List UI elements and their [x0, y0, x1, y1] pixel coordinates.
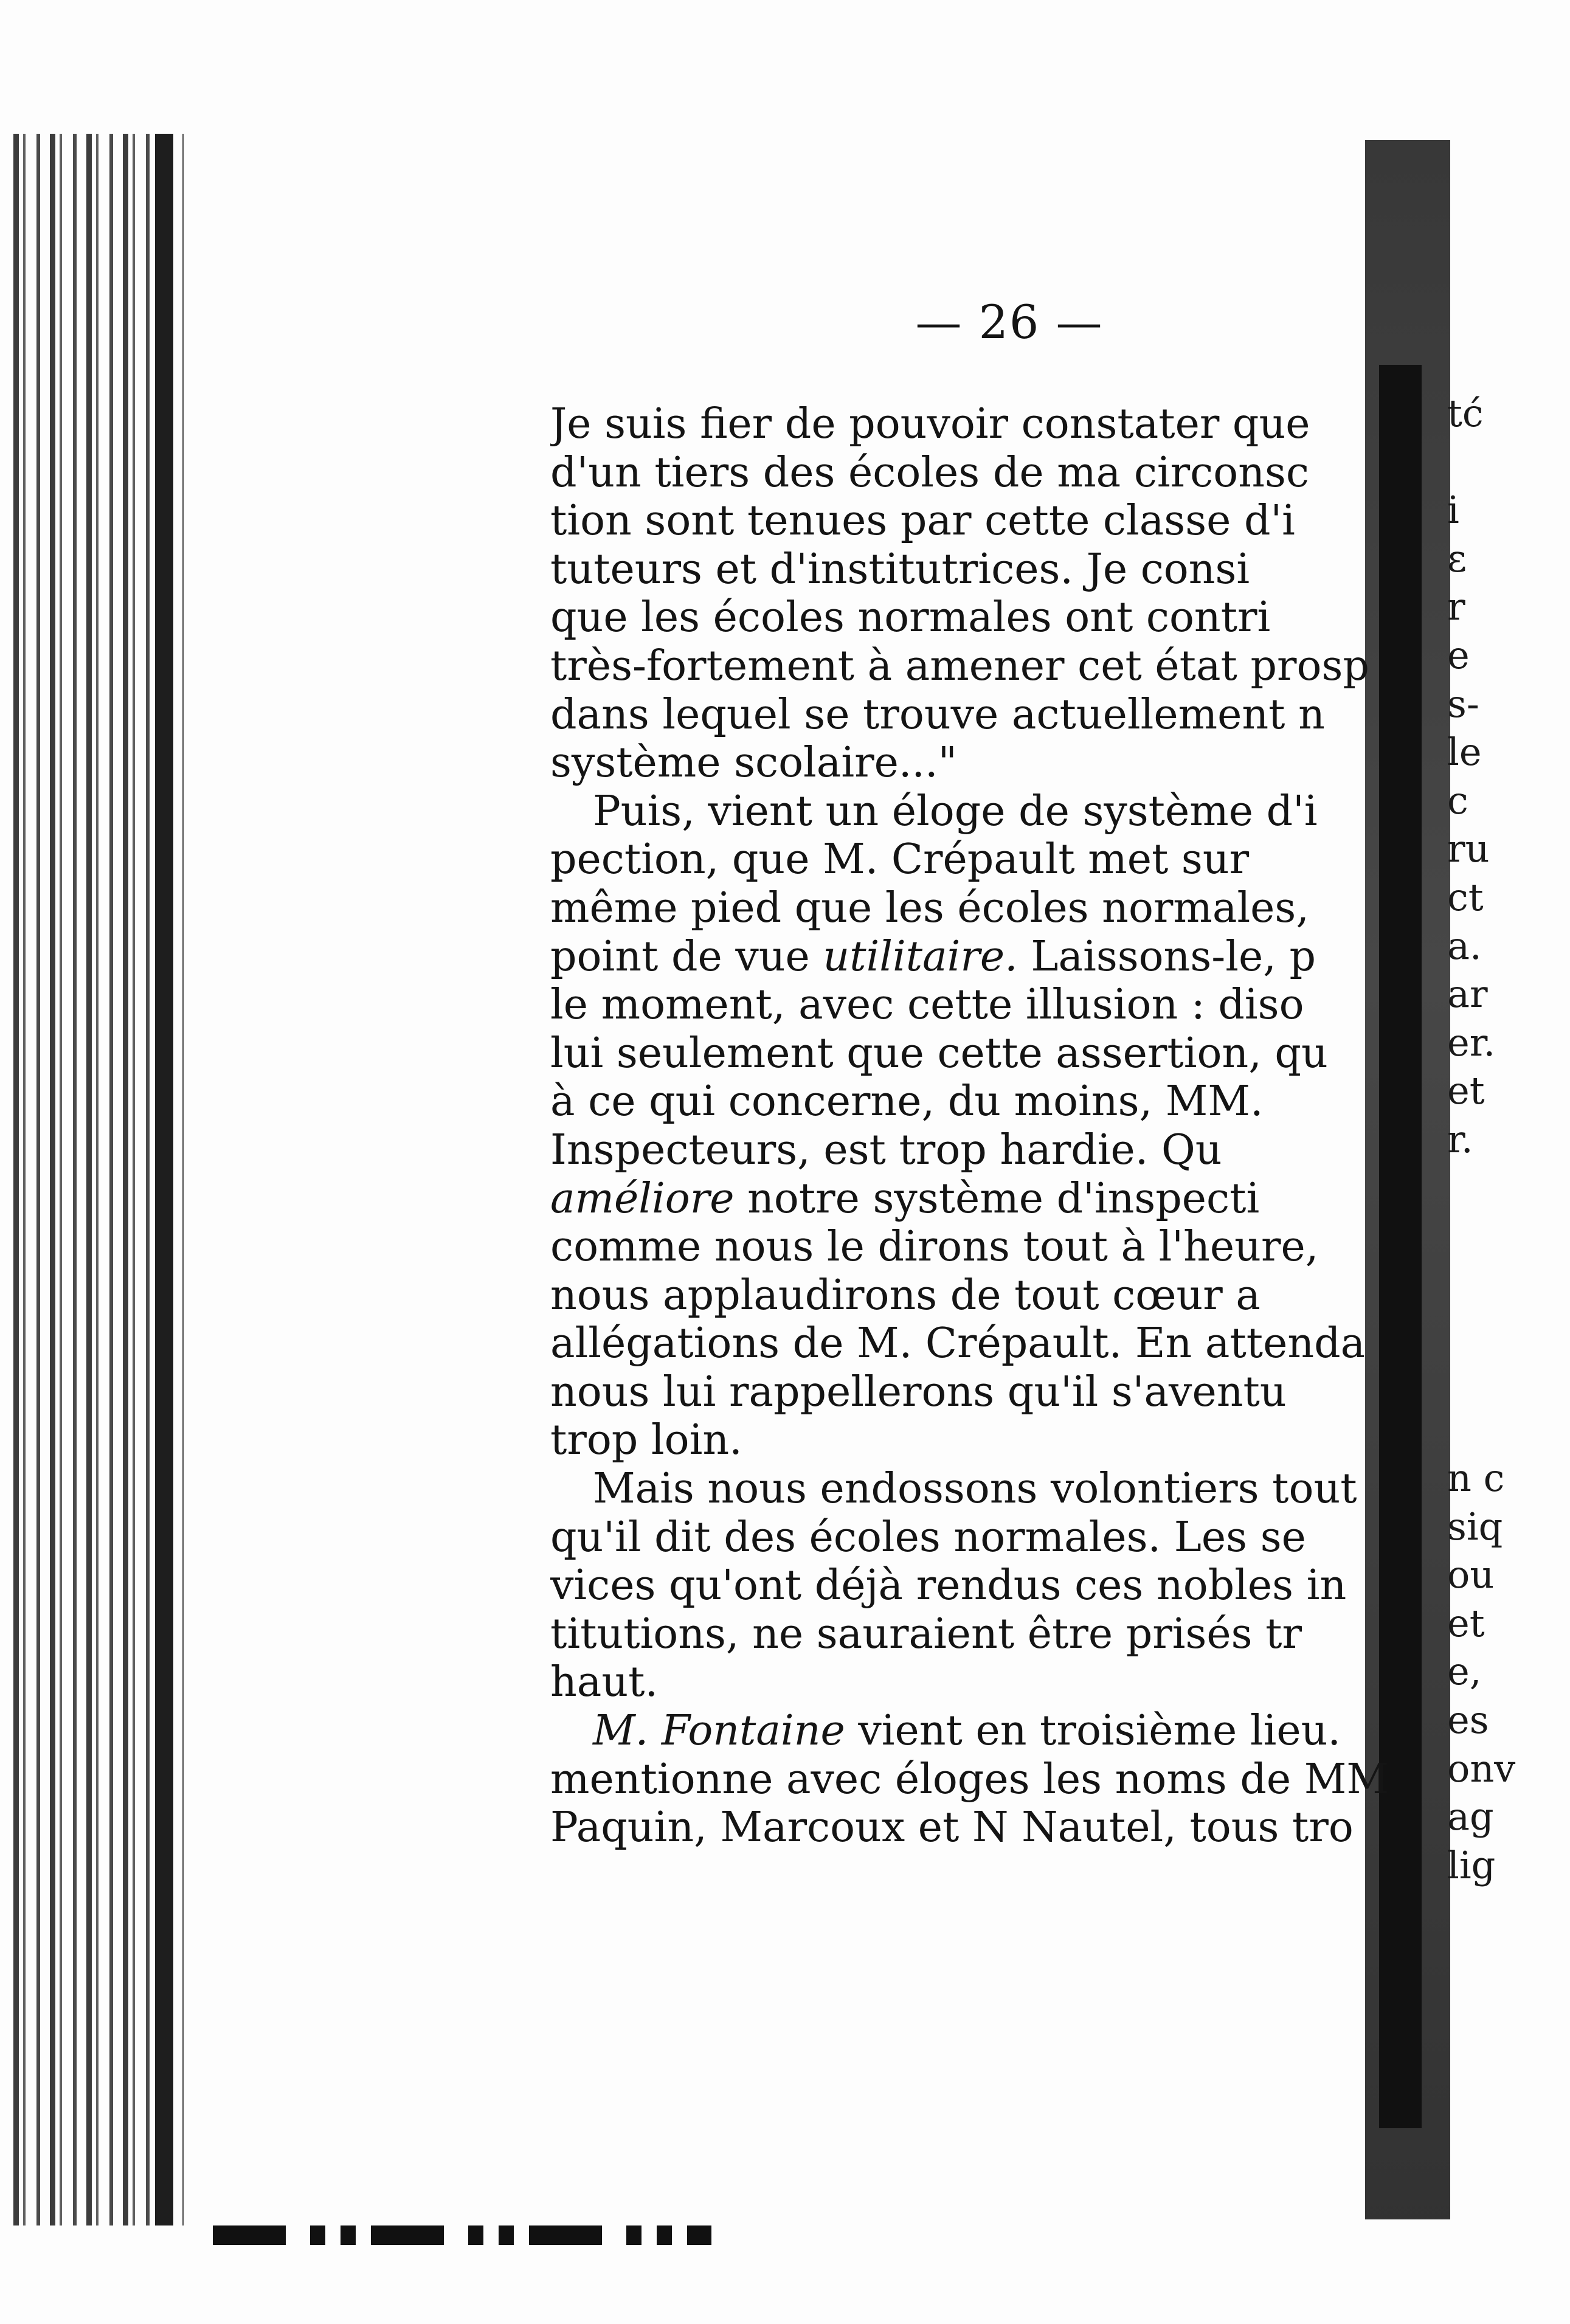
margin-fragment: ct [1447, 874, 1484, 919]
line-text: Paquin, Marcoux et N Nautel, tous tro [550, 1804, 1354, 1852]
italic-text: utilitaire. [823, 932, 1018, 981]
margin-fragment: ɛ [1447, 536, 1467, 581]
margin-fragment: i [1447, 488, 1459, 533]
text-line [550, 1707, 1468, 1755]
margin-fragment: et [1447, 1068, 1485, 1113]
line-text: Je suis fier de pouvoir constater que [550, 400, 1310, 448]
line-text: même pied que les écoles normales, [550, 884, 1309, 932]
line-text: qu'il dit des écoles normales. Les se [550, 1513, 1306, 1561]
margin-fragment: siq [1447, 1504, 1503, 1549]
margin-fragment: ag [1447, 1794, 1494, 1839]
text-line [550, 1465, 1468, 1513]
text-line [550, 691, 1426, 739]
text-line [550, 739, 1426, 787]
text-line [550, 1271, 1426, 1320]
body-text [550, 400, 1426, 1852]
line-text: titutions, ne sauraient être prisés tr [550, 1610, 1302, 1658]
page-number: — 26 — [915, 295, 1104, 349]
margin-fragment [1447, 1309, 1563, 1357]
margin-fragment: le [1447, 730, 1482, 775]
text-line [550, 1658, 1426, 1707]
line-text: haut. [550, 1658, 659, 1707]
margin-fragment: tć [1447, 391, 1484, 435]
line-text: vient en troisième lieu. [845, 1707, 1341, 1755]
line-text: d'un tiers des écoles de ma circonsc [550, 448, 1309, 497]
line-text: le moment, avec cette illusion : diso [550, 981, 1304, 1029]
margin-fragment: c [1447, 778, 1468, 823]
line-text: notre système d'inspecti [734, 1174, 1260, 1223]
line-text: pection, que M. Crépault met sur [550, 835, 1250, 884]
text-line [550, 1319, 1426, 1368]
margin-fragment: e, [1447, 1649, 1482, 1694]
margin-fragment [1447, 1212, 1563, 1261]
text-line [550, 1610, 1426, 1659]
text-line [550, 400, 1426, 449]
bottom-scan-strip [213, 2225, 711, 2245]
line-text: Puis, vient un éloge de système d'i [593, 787, 1318, 835]
margin-fragment: r. [1447, 1116, 1473, 1161]
margin-fragment: a. [1447, 923, 1482, 968]
line-text: à ce qui concerne, du moins, MM. [550, 1077, 1264, 1126]
margin-fragment: er. [1447, 1020, 1496, 1065]
text-line [550, 642, 1426, 691]
text-line [550, 1077, 1426, 1126]
line-text: comme nous le dirons tout à l'heure, [550, 1223, 1319, 1271]
line-text: lui seulement que cette assertion, qu [550, 1029, 1328, 1077]
text-line [550, 1368, 1426, 1417]
text-line [550, 1804, 1426, 1852]
text-line [550, 1513, 1426, 1562]
line-text: dans lequel se trouve actuellement n [550, 690, 1325, 739]
line-text: tion sont tenues par cette classe d'i [550, 497, 1295, 545]
line-text: nous applaudirons de tout cœur a [550, 1271, 1260, 1319]
text-line [550, 835, 1426, 884]
text-line [550, 497, 1426, 545]
margin-fragment [1447, 1405, 1563, 1454]
line-text: tuteurs et d'institutrices. Je consi [550, 545, 1250, 593]
text-line [550, 933, 1426, 981]
line-text: point de vue [550, 932, 823, 981]
line-text: allégations de M. Crépault. En attenda [550, 1319, 1366, 1368]
text-line [550, 981, 1426, 1029]
text-line [550, 787, 1468, 836]
margin-fragment: n c [1447, 1456, 1505, 1501]
margin-fragment: onv [1447, 1746, 1516, 1791]
margin-fragment [1447, 1357, 1563, 1406]
line-text: trop loin. [550, 1416, 742, 1465]
line-text: vices qu'ont déjà rendus ces nobles in [550, 1561, 1347, 1610]
margin-fragment: e [1447, 632, 1470, 677]
margin-fragment [1447, 1164, 1563, 1212]
margin-fragment [1447, 1261, 1563, 1309]
line-text: système scolaire..." [550, 739, 957, 787]
text-line [550, 884, 1426, 933]
line-text: Inspecteurs, est trop hardie. Qu [550, 1126, 1222, 1174]
margin-fragment: et [1447, 1600, 1485, 1645]
italic-text: M. Fontaine [593, 1707, 845, 1755]
margin-fragment: ru [1447, 826, 1490, 871]
margin-fragment: lig [1447, 1842, 1496, 1887]
text-line [550, 545, 1426, 594]
text-line [550, 1561, 1426, 1610]
margin-fragment [1447, 438, 1563, 486]
italic-text: améliore [550, 1174, 735, 1223]
left-gutter-edge [155, 134, 173, 2225]
line-text: nous lui rappellerons qu'il s'aventu [550, 1368, 1287, 1416]
line-text: Laissons-le, p [1017, 932, 1316, 981]
margin-fragment: ar [1447, 972, 1488, 1017]
text-line [550, 1755, 1426, 1804]
margin-fragment: ou [1447, 1552, 1495, 1597]
text-line [550, 449, 1426, 497]
text-line [550, 1416, 1426, 1465]
text-line [550, 1029, 1426, 1078]
line-text: Mais nous endossons volontiers tout [593, 1465, 1357, 1513]
facing-page-fragments [1447, 389, 1563, 1889]
text-line [550, 1126, 1426, 1175]
margin-fragment: es [1447, 1698, 1489, 1743]
line-text: très-fortement à amener cet état prosp [550, 642, 1369, 690]
line-text: mentionne avec éloges les noms de MM [550, 1755, 1389, 1804]
text-line [550, 1175, 1426, 1223]
line-text: que les écoles normales ont contri [550, 593, 1271, 642]
text-line [550, 593, 1426, 642]
margin-fragment: r [1447, 584, 1465, 629]
text-line [550, 1223, 1426, 1271]
margin-fragment: s- [1447, 681, 1479, 726]
